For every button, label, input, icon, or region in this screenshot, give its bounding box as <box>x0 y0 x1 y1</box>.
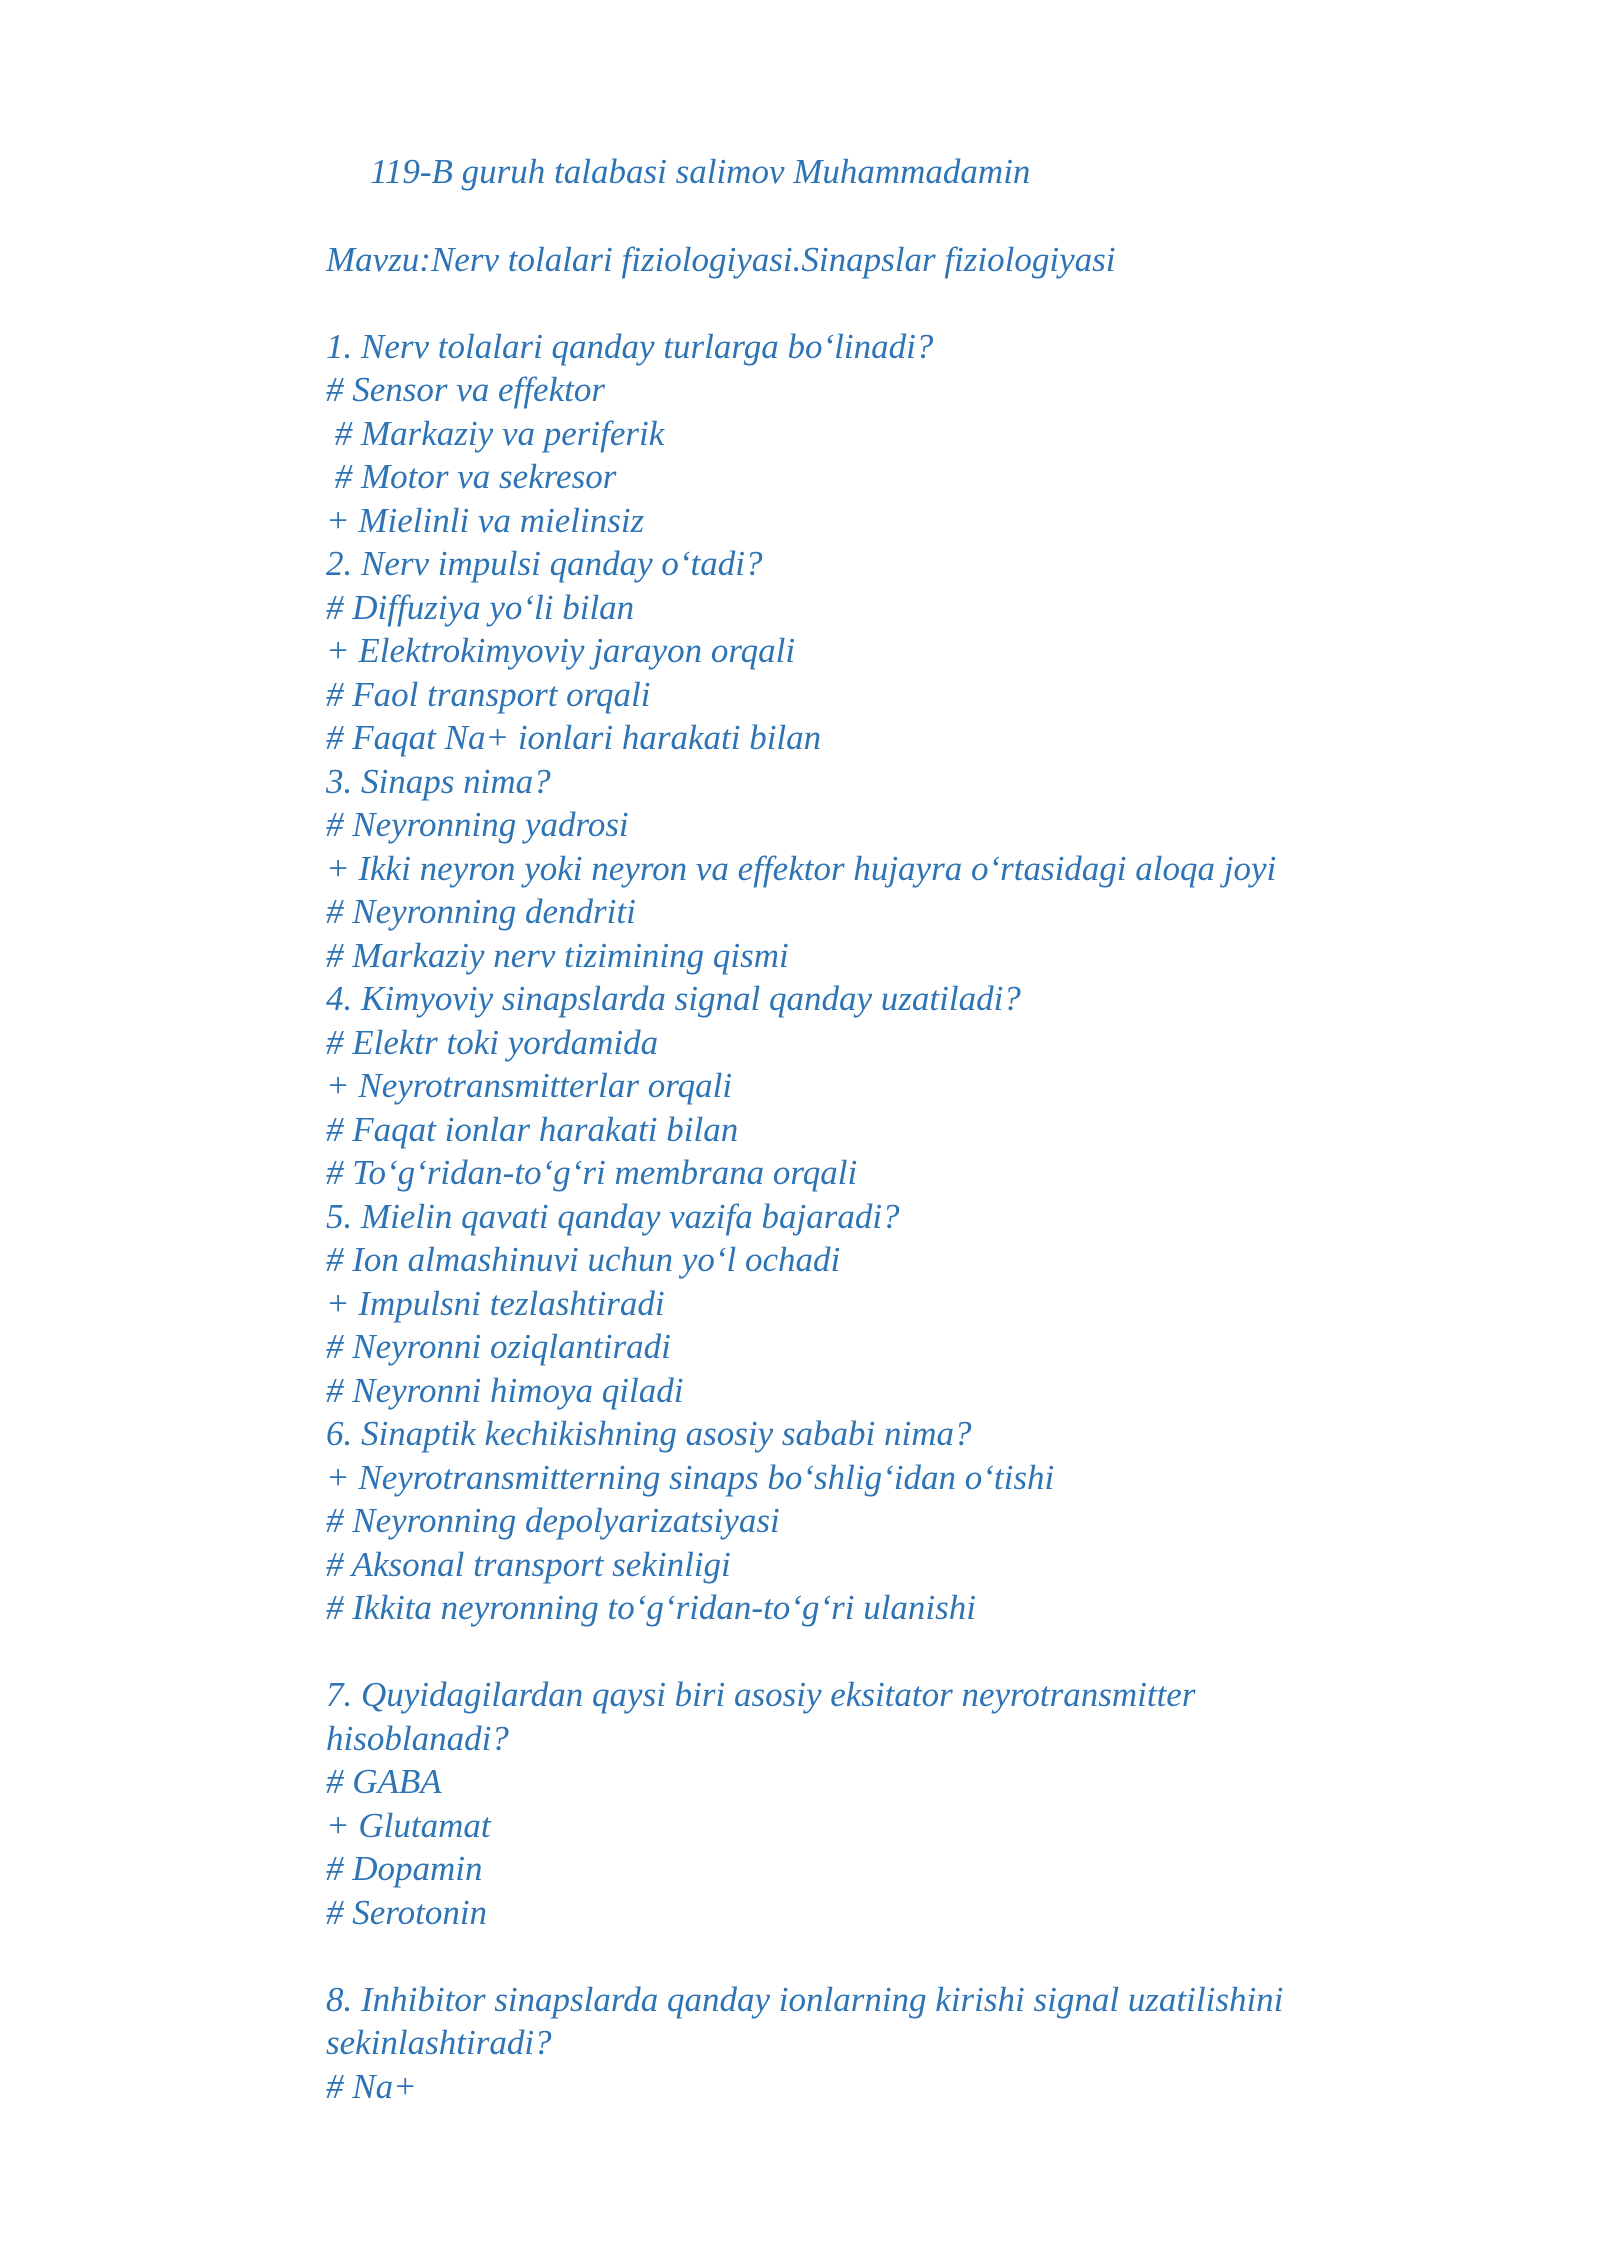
blank-line <box>326 1934 1406 1978</box>
question-text-continued: sekinlashtiradi? <box>326 2023 552 2062</box>
answer-option: # Sensor va effektor <box>326 370 605 409</box>
answer-option: # Markaziy va periferik <box>326 413 665 453</box>
answer-option: # Faqat ionlar harakati bilan <box>326 1109 739 1149</box>
question-text: 2. Nerv impulsi qanday o‘tadi? <box>326 544 763 583</box>
document-body <box>326 150 1406 2108</box>
answer-option: # Ikkita neyronning to‘g‘ridan-to‘g‘ri ulanishi <box>326 1588 976 1627</box>
correct-answer-option: + Neyrotransmitterning sinaps bo‘shlig‘idan o‘tishi <box>326 1457 1055 1497</box>
answer-option: # Neyronning yadrosi <box>326 805 629 844</box>
question-text: 5. Mielin qavati qanday vazifa bajaradi? <box>326 1196 900 1236</box>
answer-option: # Diffuziya yo‘li bilan <box>326 587 635 627</box>
topic-title: Mavzu:Nerv tolalari fiziologiyasi.Sinapslar fiziologiyasi <box>326 239 1116 279</box>
answer-option: # GABA <box>326 1762 442 1801</box>
question-block <box>326 325 1406 543</box>
question-block <box>326 1673 1406 1934</box>
blank-line <box>326 1630 1406 1674</box>
answer-option: # Elektr toki yordamida <box>326 1022 659 1062</box>
answer-option: # Serotonin <box>326 1892 488 1932</box>
answer-option: # Neyronning depolyarizatsiyasi <box>326 1501 780 1540</box>
answer-option: # Markaziy nerv tizimining qismi <box>326 935 789 975</box>
answer-option: # Na+ <box>326 2066 417 2106</box>
correct-answer-option: + Mielinli va mielinsiz <box>326 500 645 540</box>
question-text: 1. Nerv tolalari qanday turlarga bo‘linadi? <box>326 326 934 366</box>
question-block <box>326 1412 1406 1630</box>
question-text: 4. Kimyoviy sinapslarda signal qanday uzatiladi? <box>326 979 1021 1018</box>
answer-option: # Neyronni himoya qiladi <box>326 1370 684 1410</box>
question-block <box>326 542 1406 760</box>
question-text: 7. Quyidagilardan qaysi biri asosiy eksitator neyrotransmitter <box>326 1675 1196 1714</box>
answer-option: # Neyronni oziqlantiradi <box>326 1327 671 1366</box>
answer-option: # Neyronning dendriti <box>326 892 636 931</box>
answer-option: # Ion almashinuvi uchun yo‘l ochadi <box>326 1240 841 1279</box>
answer-option: # Faqat Na+ ionlari harakati bilan <box>326 718 822 757</box>
correct-answer-option: + Glutamat <box>326 1805 491 1845</box>
question-text-continued: hisoblanadi? <box>326 1718 509 1758</box>
question-text: 6. Sinaptik kechikishning asosiy sababi nima? <box>326 1414 972 1453</box>
answer-option: # Motor va sekresor <box>326 457 617 496</box>
answer-option: # Faol transport orqali <box>326 674 651 714</box>
answer-option: # Aksonal transport sekinligi <box>326 1544 731 1584</box>
correct-answer-option: + Ikki neyron yoki neyron va effektor hujayra o‘rtasidagi aloqa joyi <box>326 848 1277 888</box>
correct-answer-option: + Neyrotransmitterlar orqali <box>326 1066 733 1105</box>
correct-answer-option: + Impulsni tezlashtiradi <box>326 1283 665 1323</box>
question-block <box>326 1978 1406 2109</box>
correct-answer-option: + Elektrokimyoviy jarayon orqali <box>326 631 796 670</box>
question-text: 8. Inhibitor sinapslarda qanday ionlarning kirishi signal uzatilishini <box>326 1979 1284 2019</box>
student-header: 119-B guruh talabasi salimov Muhammadamin <box>370 152 1031 191</box>
question-block <box>326 1195 1406 1413</box>
question-block <box>326 760 1406 978</box>
blank-line <box>326 281 1406 325</box>
answer-option: # Dopamin <box>326 1849 483 1888</box>
answer-option: # To‘g‘ridan-to‘g‘ri membrana orqali <box>326 1153 858 1192</box>
question-block <box>326 977 1406 1195</box>
question-text: 3. Sinaps nima? <box>326 761 551 801</box>
